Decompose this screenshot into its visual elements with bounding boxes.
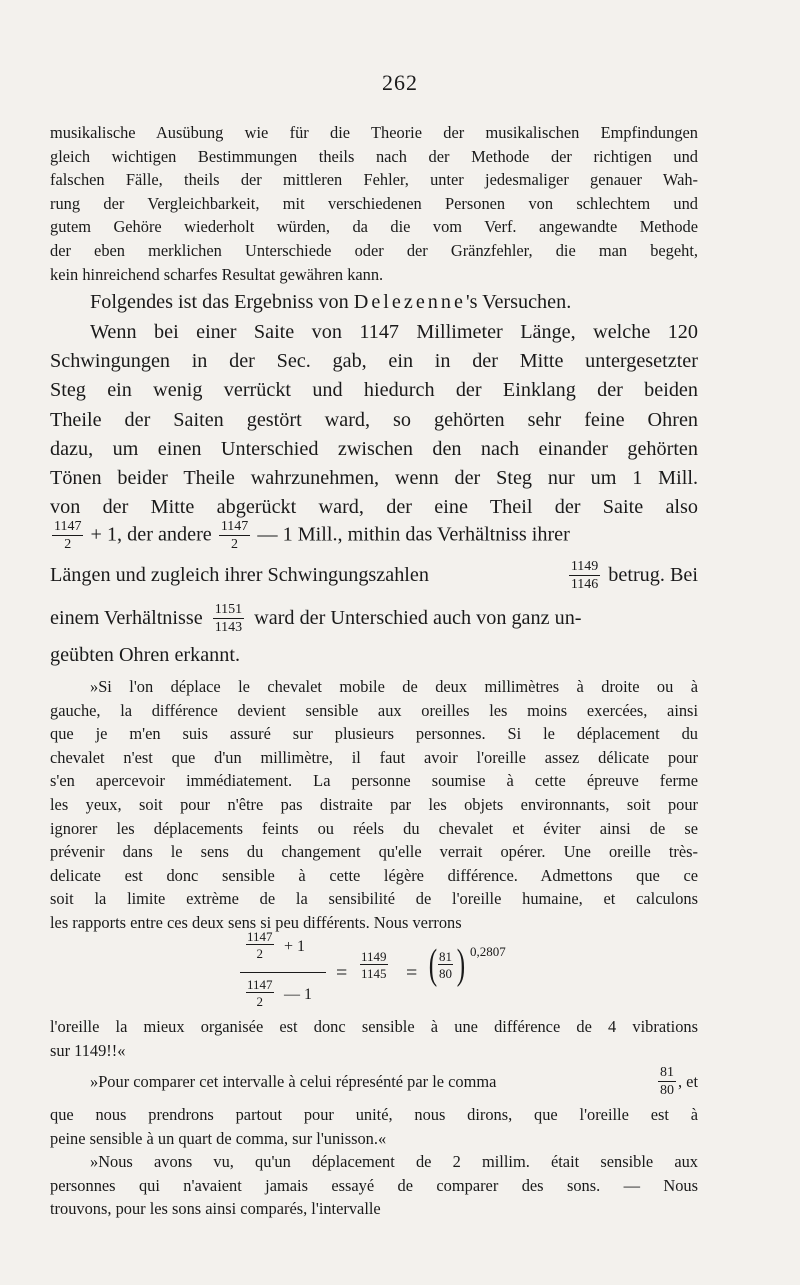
exponent: 0,2807 bbox=[470, 944, 506, 959]
text-line: rung der Vergleichbarkeit, mit verschiedenen Personen von schlechtem und bbox=[50, 193, 698, 213]
fraction bbox=[569, 560, 600, 592]
fraction bbox=[246, 978, 274, 1008]
fraction bbox=[658, 1066, 676, 1098]
numerator: 1147 bbox=[247, 929, 273, 944]
text-line: que nous prendrons partout pour unité, nous dirons, que l'oreille est à bbox=[50, 1105, 698, 1124]
denominator: 2 bbox=[256, 994, 264, 1009]
text-span: — 1 Mill., mithin das Verhältniss ihrer bbox=[257, 523, 570, 546]
denominator: 1145 bbox=[361, 966, 387, 981]
text-line: trouvons, pour les sons ainsi comparés, l'intervalle bbox=[50, 1199, 381, 1219]
fraction bbox=[360, 950, 388, 980]
text-span: + 1, der andere bbox=[90, 523, 212, 546]
compound-fraction bbox=[240, 930, 326, 1016]
fraction-line bbox=[50, 603, 698, 635]
text-span: , et bbox=[677, 1072, 698, 1092]
right-paren: ) bbox=[456, 942, 466, 988]
paragraph-6 bbox=[50, 1103, 698, 1150]
denominator: 80 bbox=[439, 966, 452, 981]
denominator: 1143 bbox=[214, 620, 243, 635]
text-line: chevalet n'est que d'un millimètre, il faut avoir l'oreille assez délicate pour bbox=[50, 747, 698, 767]
numerator: 81 bbox=[659, 1065, 674, 1080]
numerator: 81 bbox=[439, 949, 452, 964]
fraction-line bbox=[50, 560, 698, 592]
numerator: 1147 bbox=[247, 977, 273, 992]
ratio-formula bbox=[240, 930, 620, 1018]
equals-sign: = bbox=[336, 962, 348, 984]
fraction-line bbox=[50, 520, 698, 560]
text-line: Schwingungen in der Sec. gab, ein in der Mitte untergesetzter bbox=[50, 350, 698, 373]
paragraph-3 bbox=[50, 318, 698, 522]
text-line: gleich wichtigen Bestimmungen theils nach der Methode der richtigen und bbox=[50, 146, 698, 166]
text-line: peine sensible à un quart de comma, sur l'unisson.« bbox=[50, 1128, 387, 1148]
text-line: der eben merklichen Unterschiede oder der Gränzfehler, die man begeht, bbox=[50, 240, 698, 260]
text-span: Folgendes ist das Ergebniss von bbox=[90, 291, 354, 313]
text-line: Steg ein wenig verrückt und hiedurch der Einklang der beiden bbox=[50, 379, 698, 402]
comma-line bbox=[50, 1062, 698, 1102]
equals-sign: = bbox=[406, 962, 418, 984]
text-line: que je m'en suis assuré sur plusieurs personnes. Si le déplacement du bbox=[50, 724, 698, 744]
page-number: 262 bbox=[382, 70, 418, 95]
text-line: les rapports entre ces deux sens si peu différents. Nous verrons bbox=[50, 912, 462, 932]
text-line: delicate est donc sensible à cette légère différence. Admettons que ce bbox=[50, 865, 698, 885]
text-line: von der Mitte abgerückt ward, der eine Theil der Saite also bbox=[50, 496, 698, 519]
text-span: einem Verhältnisse bbox=[50, 607, 203, 630]
fraction bbox=[213, 603, 244, 635]
denominator: 80 bbox=[659, 1083, 674, 1098]
paragraph-4 bbox=[50, 675, 698, 935]
text-line: Tönen beider Theile wahrzunehmen, wenn der Steg nur um 1 Mill. bbox=[50, 467, 698, 490]
text-span: ward der Unterschied auch von ganz un- bbox=[254, 607, 582, 630]
text-span: Längen und zugleich ihrer Schwingungszahlen bbox=[50, 564, 429, 587]
text-line: les yeux, soit pour n'être pas distraite par les objets environnants, soit pour bbox=[50, 794, 698, 814]
fraction bbox=[438, 950, 453, 980]
text-line: musikalische Ausübung wie für die Theorie der musikalischen Empfindungen bbox=[50, 123, 698, 142]
text-line: ignorer les déplacements feints ou réels du chevalet et éviter ainsi de se bbox=[50, 818, 698, 838]
numerator: 1149 bbox=[570, 559, 599, 574]
text-line: prévenir dans le sens du changement qu'elle verrait opérer. Une oreille très- bbox=[50, 842, 698, 862]
text-line: Theile der Saiten gestört ward, so gehörten sehr feine Ohren bbox=[50, 408, 698, 431]
numerator: 1151 bbox=[214, 602, 243, 617]
text-line: soit la limite extrème de la sensibilité de l'oreille humaine, et calculons bbox=[50, 889, 698, 909]
numerator: 1147 bbox=[54, 519, 82, 534]
fraction bbox=[246, 930, 274, 960]
text-line: »Si l'on déplace le chevalet mobile de deux millimètres à droite ou à bbox=[90, 677, 698, 696]
denominator: 1146 bbox=[570, 577, 599, 592]
left-paren: ( bbox=[428, 942, 438, 988]
text-line: gutem Gehöre wiederholt würden, da die vom Verf. angewandte Methode bbox=[50, 217, 698, 237]
text-line: personnes qui n'avaient jamais essayé de comparer des sons. — Nous bbox=[50, 1175, 698, 1195]
denominator: 2 bbox=[256, 946, 264, 961]
text-line: dazu, um einen Unterschied zwischen den nach einander gehörten bbox=[50, 437, 698, 460]
text-line: sur 1149!!« bbox=[50, 1040, 126, 1060]
text-line: s'en apercevoir immédiatement. La personne soumise à cette épreuve ferme bbox=[50, 771, 698, 791]
text-line: l'oreille la mieux organisée est donc sensible à une différence de 4 vibrations bbox=[50, 1017, 698, 1036]
paragraph-5 bbox=[50, 1015, 698, 1062]
text-line: kein hinreichend scharfes Resultat gewähren kann. bbox=[50, 264, 384, 284]
numerator: 1147 bbox=[220, 519, 249, 534]
fraction-bar bbox=[240, 972, 326, 973]
text-span: 's Versuchen. bbox=[465, 291, 572, 313]
paragraph-1 bbox=[50, 121, 698, 286]
fraction bbox=[219, 520, 250, 552]
text-line: »Nous avons vu, qu'un déplacement de 2 millim. était sensible aux bbox=[90, 1152, 698, 1171]
text-line: gauche, la différence devient sensible aux oreilles les moins exercées, ainsi bbox=[50, 700, 698, 720]
text-span: »Pour comparer cet intervalle à celui répresénté par le comma bbox=[90, 1072, 497, 1092]
text-line: geübten Ohren erkannt. bbox=[50, 644, 241, 666]
operator: — 1 bbox=[284, 986, 312, 1003]
numerator: 1149 bbox=[361, 949, 387, 964]
fraction bbox=[52, 520, 83, 552]
paragraph-7 bbox=[50, 1150, 698, 1221]
author-name: Delezenne bbox=[353, 291, 466, 313]
operator: + 1 bbox=[284, 938, 306, 955]
paragraph-2 bbox=[50, 288, 698, 317]
text-span: betrug. Bei bbox=[608, 564, 698, 587]
text-line: falschen Fälle, theils der mittleren Fehler, unter jedesmaliger genauer Wah- bbox=[50, 170, 698, 190]
denominator: 2 bbox=[231, 537, 239, 552]
text-line: Wenn bei einer Saite von 1147 Millimeter Länge, welche 120 bbox=[90, 321, 698, 343]
denominator: 2 bbox=[64, 537, 72, 552]
